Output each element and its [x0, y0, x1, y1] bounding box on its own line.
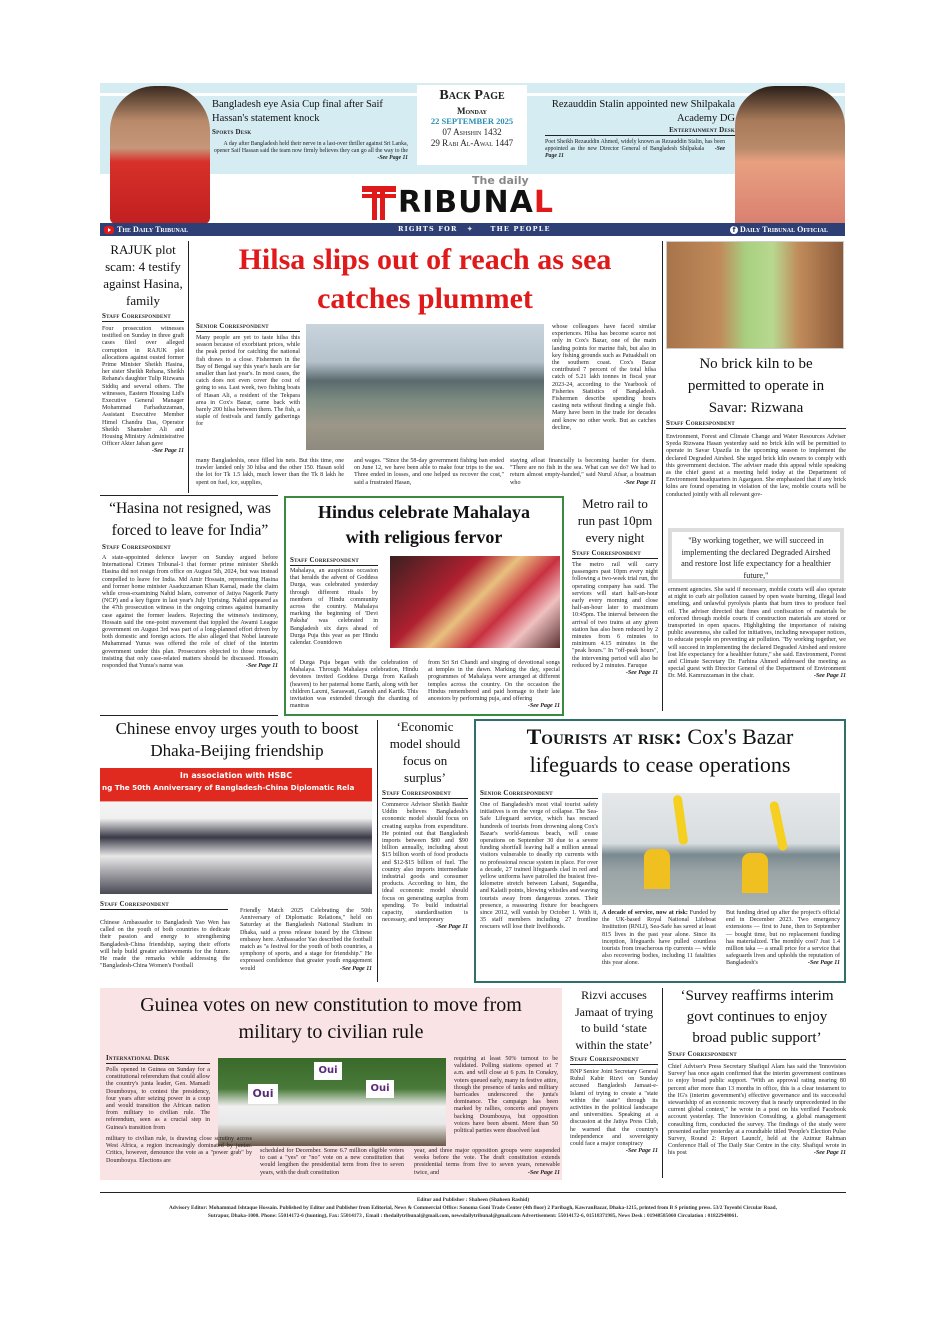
column-rule	[662, 988, 663, 1178]
body-col2: A decade of service, now at risk: Funded by the UK-based Royal National Lifeboat Institution (RNLI), Sea-Safe has saved at least 815 lives in the past year alone. Since its inception, lifeguards have pulled countless tourists from treacherous rip currents — while also recovering bodies, including 11 fatalities this year alone.	[602, 910, 716, 967]
oui-sign: Oui	[248, 1084, 278, 1104]
youtube-icon	[104, 226, 114, 234]
body-col3: But funding dried up after the project's official end in December 2023. Two emergency extensions — first to June, then to September — bought time, but no replacement funding has materialized. The monthly cost? Just 1.4 million taka — a small price for a service that safeguards lives and upholds the reputation of Bangladesh's -See Page 11	[726, 910, 840, 967]
see-page-link[interactable]: -See Page 11	[545, 146, 725, 159]
facebook-label: Daily Tribunal Official	[740, 225, 828, 234]
lead-in: A decade of service, now at risk:	[602, 910, 688, 916]
headline: “Hasina not resigned, was forced to leave for India”	[109, 500, 271, 539]
player-photo	[110, 86, 210, 224]
column-rule	[662, 241, 663, 711]
body-col1: Polls opened in Guinea on Sunday for a constitutional referendum that could allow the country's junta leader, Gen. Mamadi Doumbouya, to contest the presidency, four years after seizing power in a coup and would transition the African nation from military to civilian rule. The referendum, seen as a crucial step in Guinea's transition from	[106, 1067, 210, 1131]
rizwana-photo	[666, 241, 844, 349]
body-col1: Mahalaya, an auspicious occasion that heralds the advent of Goddess Durga, was celebrated yesterday through different rituals by members of Hindu community across the country. Mahalaya marking the beginning of 'Devi Paksha' was celebrated in Bangladesh six days ahead of Durga Puja this year as per Hindu calendar. Countdown	[290, 568, 378, 647]
lifeguard-figure	[644, 849, 670, 889]
lifeguard-photo	[602, 793, 840, 905]
left-teaser-headline: Bangladesh eye Asia Cup final after Saif Hassan's statement knock	[212, 99, 383, 124]
see-page-link[interactable]: -See Page 11	[813, 673, 846, 680]
body-bottom1: many Bangladeshis, once filled his nets. But this time, one trawler landed only 30 hilsa and the other 150. Hasan sold the lot for Tk 1.5 lakh, much lower than the Tk 8 lakh he spent on fuel, ice, supplies,	[196, 458, 344, 486]
weekday: Monday	[457, 106, 487, 116]
date: 22 SEPTEMBER 2025	[430, 116, 514, 126]
rescue-tube	[673, 795, 689, 846]
byline: Staff Correspondent	[570, 1055, 658, 1065]
body: The metro rail will carry passengers past 10pm every night following a two-week trial run, the operating company has said. The services will start half-an-hour early every morning and close half-an-hour later to maximum 10:45pm. The interval between the arrival of two trains at any given station has also been reduced by 2 minutes from 6 minutes to minimum 4.15 minutes in the "peak hours." In "off-peak hours", the intervening period will also be reduced by 2 minutes. Faruque -See Page 11	[572, 562, 658, 677]
body-col1: One of Bangladesh's most vital tourist safety initiatives is on the verge of collapse. The Sea-Safe Lifeguard service, which has rescued hundreds of tourists from drowning along Cox's Bazar's world-famous beach, will cease operations on September 30 due to a severe funding shortfall leaving half a million annual visitors vulnerable to deadly rip currents with no professional rescue system in place. For over a decade, 27 trained lifeguards clad in red and yellow uniforms have patrolled the busiest five-kilometre stretch between Labani, Sugandha, and Kalatli points, blowing whistles and waving tourists away from dangerous zones. Their presence, a reassuring fixture for beachgoers since 2012, will vanish by October 1. With it, 35 staff members including 27 frontline rescuers will lose their livelihoods.	[480, 802, 598, 931]
story-guinea[interactable]	[100, 988, 562, 1180]
rescue-tube	[769, 801, 788, 852]
dateline-box	[417, 85, 527, 165]
masthead[interactable]	[362, 176, 587, 220]
byline: Staff Correspondent	[382, 789, 468, 799]
left-teaser-byline: Sports Desk	[212, 128, 252, 136]
byline: International Desk	[106, 1054, 210, 1064]
tagline	[398, 225, 568, 233]
byline: Staff Correspondent	[290, 556, 378, 566]
headline: ‘Survey reaffirms interim govt continues to enjoy broad public support’	[680, 988, 834, 1046]
imprint-advisory: Advisory Editor: Mohammad Ishtaque Hossain. Published by Editor and Publisher from Editorial, News & Commercial Office: Sonoma Goni Trade Center (4th floor) 2 Paribagh, KawranBazar, Dhaka-1215, printed from B S printing press. 53/2 Toyenbi Circular Road,	[169, 1205, 777, 1211]
section-rule	[100, 715, 278, 716]
see-page-link[interactable]: -See Page 11	[151, 448, 184, 455]
body-bottom1: military to civilian rule, is drawing close scrutiny across West Africa, a region increasingly dominated by juntas. Critics, however, denounce the vote as a "power grab" by Doumbouya. Elections are	[106, 1136, 252, 1164]
headline: ‘Economic model should focus on surplus’	[389, 719, 461, 785]
story-envoy[interactable]	[100, 718, 374, 972]
hijri-date: 29 Rabi Al-Awal 1447	[430, 138, 514, 148]
byline: Staff Correspondent	[668, 1050, 846, 1060]
tagline-right: THE PEOPLE	[490, 225, 551, 233]
headline: Metro rail to run past 10pm every night	[577, 496, 653, 545]
column-rule	[377, 720, 378, 982]
body-bottom1: of Durga Puja began with the celebration of Mahalaya. Through Mahalaya celebration, Hindu devotees invited Goddess Durga from Kailash (heaven) to her paternal home Earth, along with her children Laxmi, Saraswati, Ganesh and Kartik. This invitation was extended through the chanting of mantras	[290, 660, 418, 710]
body-1: Environment, Forest and Climate Change and Water Resources Adviser Syeda Rizwana Hasan yesterday said no brick kiln will be permitted to operate in Savar Upazila in the upcoming season to implement the declared Degraded Airshed. She urged brick kiln owners to comply with this government decision. The adviser made this appeal while speaking as the chief guest at a meeting held today at the Department of Environment headquarters in Agargaon. She emphasized that if any brick kilns are found operating in violation of the law, mobile courts will be conducted jointly with all relevant gov-	[666, 434, 846, 498]
left-teaser[interactable]	[212, 98, 408, 162]
body-col3: requiring at least 50% turnout to be validated. Polling stations opened at 7 a.m. and will close at 6 p.m. In Conakry, voters queued early, many in festive attire, though the presence of tanks and military barricades underscored the junta's dominance. The campaign has been marked by rallies, concerts and prayers backing Doumbouya, but opposition voices have been absent. More than 50 political parties were dissolved last	[454, 1056, 558, 1135]
see-page-link[interactable]: -See Page 11	[807, 960, 840, 967]
body: A state-appointed defence lawyer on Sunday argued before International Crimes Tribunal-1 that former prime minister Sheikh Hasina did not resign from office on August 5th, 2024, but was instead compelled to leave for India. Md Amir Hossain, representing Hasina and former home minister Asaduzzaman Khan Kamal, made the claim while cross-examining Nahid Islam, convenor of Jatiya Nagorik Party (NCP) and a key figure in last year's July Uprising. Nahid appeared as the 47th prosecution witness in the ongoing crimes against humanity case against the former leaders. Rejecting the witness's testimony, Hossain said the one-point movement that toppled the Awami League government on August 3rd was part of a long-planned effort driven by both domestic and foreign actors. He also alleged that Nobel laureate Muhammad Yunus was offered the role of chief of the interim government under this plan. Prosecutors objected to those remarks, insisting that only case-related matters should be discussed. Hossain responded that Yunus's name was -See Page 11	[102, 555, 278, 670]
story-hasina[interactable]	[102, 498, 278, 670]
headline: RAJUK plot scam: 4 testify against Hasina, family	[103, 242, 183, 308]
headline: Chinese envoy urges youth to boost Dhaka-Beijing friendship	[115, 719, 359, 760]
youtube-label: The Daily Tribunal	[117, 225, 189, 234]
body-col1: Many people are yet to taste hilsa this season because of exorbitant prices, while the peak period for catching the national fish draws to a close. Fishermen in the Bay of Bengal say this year's hauls are far smaller than last year's. In most cases, the catch does not even cover the cost of going to sea. Last week, two fishing boats of Hasan Ali, a resident of the Tekpara area in Cox's Bazar, came back with barely 200 hilsa between them. The fish, a staple of festivals and family gatherings for	[196, 335, 300, 428]
body: Commerce Advisor Sheikh Bashir Uddin believes Bangladesh's economic model should focus on creating surplus from expenditure. He pointed out that Bangladesh imports between $80 and $90 billion annually, including about $15 billion worth of food products and $12-$15 billion of fuel. The country also imports intermediate industrial goods and consumer products. According to him, the ideal economic model should focus on generating surplus from spending. To build industrial capacity, standardisation is necessary, and temporary -See Page 11	[382, 802, 468, 931]
body: Four prosecution witnesses testified on Sunday in three graft cases filed over alleged corruption in RAJUK plot allocations against ousted former Prime Minister Sheikh Hasina, her sister Sheikh Rehana, Sheikh Rehana's daughter Tulip Rizwana Siddiq and several others. The witnesses, Eastern Housing Ltd's Executive General Manager Mohammad Farhaduzzaman, Assistant Executive Member Himel Chandra Das, Operator Sheikh Shamsher Ali and Housing Ministry Administrative Officer Akter Jahan gave -See Page 11	[102, 326, 184, 455]
body: Chief Adviser's Press Secretary Shafiqul Alam has said the 'Innovision Survey' has once again confirmed that the interim government continues to enjoy broad public support. "With an approval rating nearing 80 percent after more than 13 months in office, this is a clear testament to the IG's (interim government's) effective governance and its successful stewardship of an economic recovery that is nearly unprecedented in the current global context," he wrote in a post on his verified Facebook account yesterday. The Innovision Consulting, a global management consulting firm, conducted the survey. The findings of the study were presented earlier yesterday at a roundtable titled 'People's Election Pulse Survey, Round 2: Report Launch', held at the Azimur Rahman Conference Hall of The Daily Star Centre in the city. Shafiqul wrote in his post -See Page 11	[668, 1064, 846, 1157]
lifeguard-figure	[742, 853, 768, 893]
see-page-link[interactable]: -See Page 11	[527, 703, 560, 710]
body-bottom2: and wages. "Since the 58-day government fishing ban ended on June 12, we have been able to make four trips to the sea. Three ended in losses, and one helped us recover the cost," said a frustrated Hasan,	[354, 458, 504, 486]
quote-text: "By working together, we will succeed in implementing the declared Degraded Airshed and restore lost life expectancy for a healthier future,"	[681, 536, 831, 580]
imprint	[100, 1196, 846, 1220]
byline: Staff Correspondent	[572, 549, 658, 559]
banner-line2: ng The 50th Anniversary of Bangladesh-China Diplomatic Rela	[102, 783, 355, 792]
section-rule	[100, 495, 278, 496]
headline: Hilsa slips out of reach as sea catches plummet	[238, 243, 612, 315]
masthead-the-daily: The daily	[472, 174, 529, 187]
body-bottom3: year, and three major opposition groups were suspended weeks before the vote. The draft constitution extends presidential terms from five to seven years, renewable twice, and -See Page 11	[414, 1148, 560, 1176]
right-teaser-headline: Rezauddin Stalin appointed new Shilpakala Academy DG	[551, 99, 735, 124]
see-page-link[interactable]: -See Page 11	[377, 155, 408, 161]
headline: Rizvi accuses Jamaat of trying to build ‘state within the state’	[575, 988, 653, 1052]
facebook-icon: f	[730, 226, 738, 234]
right-teaser-body: Poet Sheikh Rezauddin Ahmed, widely known as Rezauddin Stalin, has been appointed as the new Director General of Bangladesh Shilpakala -See Page 11	[545, 139, 725, 159]
facebook-link[interactable]	[730, 224, 828, 235]
story-rizvi[interactable]	[570, 987, 658, 1155]
see-page-link[interactable]: -See Page 11	[625, 670, 658, 677]
right-teaser[interactable]	[545, 98, 735, 160]
story-economic[interactable]	[382, 718, 468, 932]
byline: Staff Correspondent	[102, 543, 171, 551]
youtube-link[interactable]	[104, 224, 188, 235]
body-bottom2: from Sri Sri Chandi and singing of devotional songs at temples in the dawn. Marking the day, special programmes of Mahalaya were arranged at different temples across the country. On the occasion the Hindus remembered and paid homage to their late ancestors by performing puja, and offering -See Page 11	[428, 660, 560, 710]
left-teaser-body: A day after Bangladesh held their nerve in a last-over thriller against Sri Lanka, opener Saif Hassan said the team now firmly believes they can go all the way to the -See Page 11	[213, 141, 408, 161]
tagline-left: RIGHTS FOR	[398, 225, 458, 233]
masthead-name: RIBUNAL	[398, 185, 554, 220]
kicker: Tourists at risk:	[526, 724, 682, 749]
story-tourists[interactable]	[474, 719, 846, 983]
byline: Staff Correspondent	[666, 419, 846, 429]
see-page-link[interactable]: -See Page 11	[625, 1148, 658, 1155]
see-page-link[interactable]: -See Page 11	[527, 1169, 560, 1176]
story-hilsa[interactable]	[192, 240, 658, 494]
body-col2: Friendly Match 2025 Celebrating the 50th Anniversary of Diplomatic Relations," held on Saturday at the Bangladesh National Stadium in Dhaka, said a press release issued by the Chinese embassy here. Ambassador Yao described the football match as "a festival for the youth of both countries, a symphony of sports, and a stage for friendship." He expressed confidence that greater youth engagement would -See Page 11	[240, 908, 372, 972]
section-label: Back Page	[439, 88, 505, 103]
headline: Tourists at risk: Cox's Bazar lifeguards to cease operations	[526, 724, 794, 777]
body-bottom3: staying afloat financially is becoming harder for them. "There are no fish in the sea. What can we do? We had to return almost empty-handed," said Nurul Afsar, a boatman who -See Page 11	[510, 458, 656, 486]
mahalaya-photo	[390, 556, 560, 648]
see-page-link[interactable]: -See Page 11	[813, 1150, 846, 1157]
byline: Staff Correspondent	[100, 900, 228, 910]
kiln-body-2: ernment agencies. She said if necessary, mobile courts will also operate at night to curb air pollution caused by open waste burning, illegal lead smelting, and unlawful pyrolysis plants that burn tires to produce fuel oil. The adviser directed that fines and confiscation of materials be enforced through mobile courts if construction materials are stored or transported in open spaces. Highlighting the importance of raising public awareness, she called for initiatives, including newspaper notices, to educate people on preventing air pollution. "By working together, we will succeed in implementing the declared Degraded Airshed and restore lost life expectancy for a healthier future," she said. Environment, Forest and Climate Secretary Dr. Farhina Ahmed addressed the meeting as special guest with Director General of the Department of Environment Dr. Md. Kamruzzaman in the chair. -See Page 11	[668, 587, 846, 680]
body-col3: whose colleagues have faced similar experiences. Hilsa has become scarce not only in Cox's Bazar, one of the main landing points for marine fish, but also in key fishing grounds such as Patuakhali on the southern coast. Cox's Bazar contributed 7 percent of the total hilsa catch of 5.21 lakh tonnes in fiscal year 2023-24, according to the Yearbook of Fisheries Statistics of Bangladesh. Fishermen describe spending hours casting nets without finding a single fish. Many have been in the trade for decades and know no other work. But as catches decline,	[552, 324, 656, 431]
headline: Hindus celebrate Mahalaya with religious fervor	[318, 502, 530, 547]
envoy-photo	[100, 768, 372, 894]
banner-line1: In association with HSBC	[179, 771, 293, 780]
guinea-photo	[218, 1058, 446, 1146]
see-page-link[interactable]: -See Page 11	[245, 663, 278, 670]
stalin-photo	[735, 86, 845, 224]
story-kiln[interactable]	[666, 241, 846, 499]
byline: Staff Correspondent	[102, 312, 184, 322]
imprint-contact: Sutrapur, Dhaka-1000. Phone: 55014172-6 (hunting), Fax: 55014173 , Email : thedailytribunal@gmail.com, newsdailytribunal@gmail.com Advertisement: 55014172-6, 01518371985, News Desk : 01948585060 Circulation : 01822948061.	[207, 1213, 739, 1219]
oui-sign: Oui	[314, 1062, 342, 1080]
column-rule	[188, 241, 189, 493]
imprint-editor: Editor and Publisher : Shaheen (Shaheen Rashid)	[416, 1197, 530, 1203]
story-survey[interactable]	[668, 986, 846, 1158]
body-col1: Chinese Ambassador to Bangladesh Yao Wen has called on the youth of both countries to dedicate their passion and energy to strengthening Bangladesh-China friendship, saying their efforts will help build greater achievements for the future. He made the remarks while addressing the "Bangladesh-China Women's Football	[100, 920, 230, 970]
story-mahalaya[interactable]	[284, 496, 564, 716]
byline: Senior Correspondent	[480, 789, 598, 799]
oui-sign: Oui	[366, 1080, 394, 1098]
story-rajuk[interactable]	[102, 241, 184, 456]
see-page-link[interactable]: -See Page 11	[623, 479, 656, 486]
byline: Senior Correspondent	[196, 322, 300, 332]
hilsa-photo	[306, 324, 544, 450]
pull-quote	[668, 528, 844, 583]
see-page-link[interactable]: -See Page 11	[339, 965, 372, 972]
see-page-link[interactable]: -See Page 11	[435, 924, 468, 931]
footer-rule	[100, 1192, 846, 1193]
story-metro[interactable]	[572, 495, 658, 677]
headline: No brick kiln to be permitted to operate in Savar: Rizwana	[687, 356, 825, 416]
body-bottom2: scheduled for December. Some 6.7 million eligible voters to cast a "yes" or "no" vote on a new constitution that would lengthen the presidential term from five to seven years, with the draft constitution	[260, 1148, 404, 1176]
bangla-date: 07 Ashshin 1432	[442, 127, 502, 137]
right-teaser-byline: Entertainment Desk	[545, 126, 735, 136]
headline: Guinea votes on new constitution to move from military to civilian rule	[140, 994, 522, 1043]
masthead-t-logo	[362, 186, 396, 220]
dove-icon: ✦	[467, 225, 474, 233]
body: BNP Senior Joint Secretary General Ruhul Kabir Rizvi on Sunday accused Bangladesh Jamaat-e-Islami of trying to create a "state within the state" through its activities in the political landscape and universities. Speaking at a discussion at the Jatiya Press Club, he warned that the country's independence and sovereignty could face a major conspiracy -See Page 11	[570, 1069, 658, 1155]
